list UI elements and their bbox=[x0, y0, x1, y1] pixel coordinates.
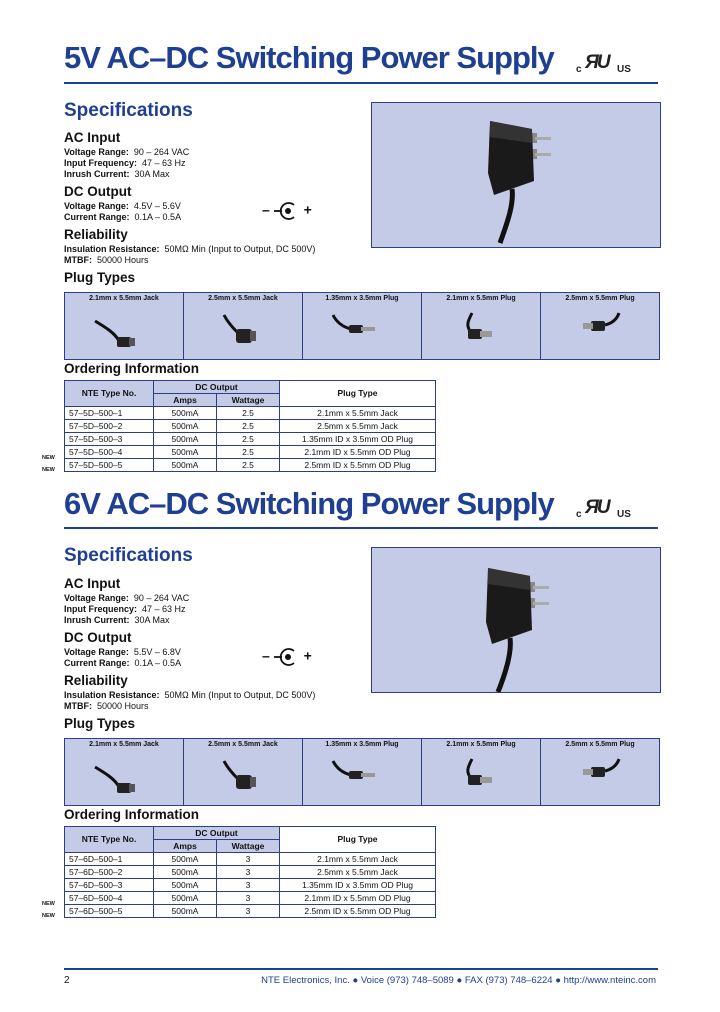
header-wattage: Wattage bbox=[217, 840, 280, 853]
ul-certification-mark: c ЯU US bbox=[576, 52, 631, 75]
dc-output-specs: Voltage Range: 5.5V – 6.8V Current Range: 0.1A – 0.5A bbox=[64, 647, 182, 668]
jack-icon bbox=[184, 749, 302, 805]
ac-input-heading: AC Input bbox=[64, 130, 121, 145]
table-row: 57–6D–500–5 500mA 3 2.5mm ID x 5.5mm OD Plug bbox=[65, 905, 436, 918]
table-row: 57–6D–500–3 500mA 3 1.35mm ID x 3.5mm OD Plug bbox=[65, 879, 436, 892]
plug-type-cell: 2.1mm x 5.5mm Jack bbox=[65, 293, 184, 359]
new-badge: NEW bbox=[42, 901, 55, 907]
new-badge: NEW bbox=[42, 455, 55, 461]
footer-voice: Voice (973) 748–5089 bbox=[360, 975, 454, 986]
dc-output-heading: DC Output bbox=[64, 630, 132, 645]
plug-types-panel bbox=[64, 292, 660, 360]
ac-input-specs: Voltage Range: 90 – 264 VAC Input Frequency: 47 – 63 Hz Inrush Current: 30A Max bbox=[64, 593, 190, 625]
plug-icon bbox=[422, 749, 540, 805]
plug-type-cell: 2.5mm x 5.5mm Plug bbox=[541, 739, 659, 805]
plug-icon bbox=[541, 749, 659, 805]
table-row: 57–5D–500–4 500mA 2.5 2.1mm ID x 5.5mm OD Plug bbox=[65, 446, 436, 459]
polarity-icon bbox=[274, 201, 300, 221]
ordering-table bbox=[64, 380, 436, 472]
specifications-heading: Specifications bbox=[64, 545, 193, 566]
plug-type-cell: 2.1mm x 5.5mm Plug bbox=[422, 739, 541, 805]
title-rule bbox=[64, 82, 658, 84]
header-plug-type: Plug Type bbox=[280, 827, 436, 853]
plug-icon bbox=[422, 303, 540, 359]
header-dc-output: DC Output bbox=[154, 827, 280, 840]
table-row: 57–5D–500–3 500mA 2.5 1.35mm ID x 3.5mm OD Plug bbox=[65, 433, 436, 446]
header-type: NTE Type No. bbox=[65, 827, 154, 853]
plug-type-cell: 1.35mm x 3.5mm Plug bbox=[303, 293, 422, 359]
plug-type-cell: 1.35mm x 3.5mm Plug bbox=[303, 739, 422, 805]
plug-type-cell: 2.1mm x 5.5mm Jack bbox=[65, 739, 184, 805]
table-row: 57–6D–500–2 500mA 3 2.5mm x 5.5mm Jack bbox=[65, 866, 436, 879]
plug-icon bbox=[303, 749, 421, 805]
new-badge: NEW bbox=[42, 913, 55, 919]
jack-icon bbox=[65, 303, 183, 359]
header-dc-output: DC Output bbox=[154, 381, 280, 394]
plug-type-cell: 2.5mm x 5.5mm Jack bbox=[184, 293, 303, 359]
header-plug-type: Plug Type bbox=[280, 381, 436, 407]
header-amps: Amps bbox=[154, 840, 217, 853]
polarity-symbol: – + bbox=[262, 647, 312, 667]
plug-type-cell: 2.1mm x 5.5mm Plug bbox=[422, 293, 541, 359]
dc-output-heading: DC Output bbox=[64, 184, 132, 199]
new-badge: NEW bbox=[42, 467, 55, 473]
table-row: 57–5D–500–5 500mA 2.5 2.5mm ID x 5.5mm OD Plug bbox=[65, 459, 436, 472]
section-title: 5V AC–DC Switching Power Supply bbox=[64, 40, 554, 75]
reliability-heading: Reliability bbox=[64, 673, 128, 688]
table-row: 57–6D–500–4 500mA 3 2.1mm ID x 5.5mm OD Plug bbox=[65, 892, 436, 905]
plug-type-cell: 2.5mm x 5.5mm Plug bbox=[541, 293, 659, 359]
ordering-heading: Ordering Information bbox=[64, 807, 199, 822]
adapter-photo bbox=[371, 102, 661, 248]
plug-type-cell: 2.5mm x 5.5mm Jack bbox=[184, 739, 303, 805]
dc-output-specs: Voltage Range: 4.5V – 5.6V Current Range: 0.1A – 0.5A bbox=[64, 201, 182, 222]
plug-icon bbox=[303, 303, 421, 359]
table-row: 57–5D–500–2 500mA 2.5 2.5mm x 5.5mm Jack bbox=[65, 420, 436, 433]
reliability-specs: Insulation Resistance: 50MΩ Min (Input to Output, DC 500V) MTBF: 50000 Hours bbox=[64, 244, 316, 265]
ordering-heading: Ordering Information bbox=[64, 361, 199, 376]
section-title: 6V AC–DC Switching Power Supply bbox=[64, 486, 554, 521]
jack-icon bbox=[184, 303, 302, 359]
plug-types-panel bbox=[64, 738, 660, 806]
ordering-table bbox=[64, 826, 436, 918]
reliability-specs: Insulation Resistance: 50MΩ Min (Input to Output, DC 500V) MTBF: 50000 Hours bbox=[64, 690, 316, 711]
table-row: 57–5D–500–1 500mA 2.5 2.1mm x 5.5mm Jack bbox=[65, 407, 436, 420]
footer-fax: FAX (973) 748–6224 bbox=[464, 975, 553, 986]
page-number: 2 bbox=[64, 975, 70, 986]
ac-input-heading: AC Input bbox=[64, 576, 121, 591]
bullet-icon: ● bbox=[352, 975, 359, 986]
header-wattage: Wattage bbox=[217, 394, 280, 407]
plug-types-heading: Plug Types bbox=[64, 716, 136, 731]
plug-types-heading: Plug Types bbox=[64, 270, 136, 285]
bullet-icon: ● bbox=[456, 975, 463, 986]
bullet-icon: ● bbox=[555, 975, 561, 986]
polarity-icon bbox=[274, 647, 300, 667]
footer-rule bbox=[64, 968, 658, 970]
table-row: 57–6D–500–1 500mA 3 2.1mm x 5.5mm Jack bbox=[65, 853, 436, 866]
footer-company: NTE Electronics, Inc. bbox=[261, 975, 350, 986]
title-rule bbox=[64, 527, 658, 529]
polarity-symbol: – + bbox=[262, 201, 312, 221]
header-amps: Amps bbox=[154, 394, 217, 407]
jack-icon bbox=[65, 749, 183, 805]
specifications-heading: Specifications bbox=[64, 100, 193, 121]
ac-input-specs: Voltage Range: 90 – 264 VAC Input Frequency: 47 – 63 Hz Inrush Current: 30A Max bbox=[64, 147, 190, 179]
power-adapter-icon bbox=[372, 548, 660, 692]
power-adapter-icon bbox=[372, 103, 660, 247]
plug-icon bbox=[541, 303, 659, 359]
header-type: NTE Type No. bbox=[65, 381, 154, 407]
ul-certification-mark: c ЯU US bbox=[576, 497, 631, 520]
reliability-heading: Reliability bbox=[64, 227, 128, 242]
footer-contact bbox=[261, 975, 656, 986]
footer-url[interactable]: http://www.nteinc.com bbox=[563, 975, 656, 986]
adapter-photo bbox=[371, 547, 661, 693]
